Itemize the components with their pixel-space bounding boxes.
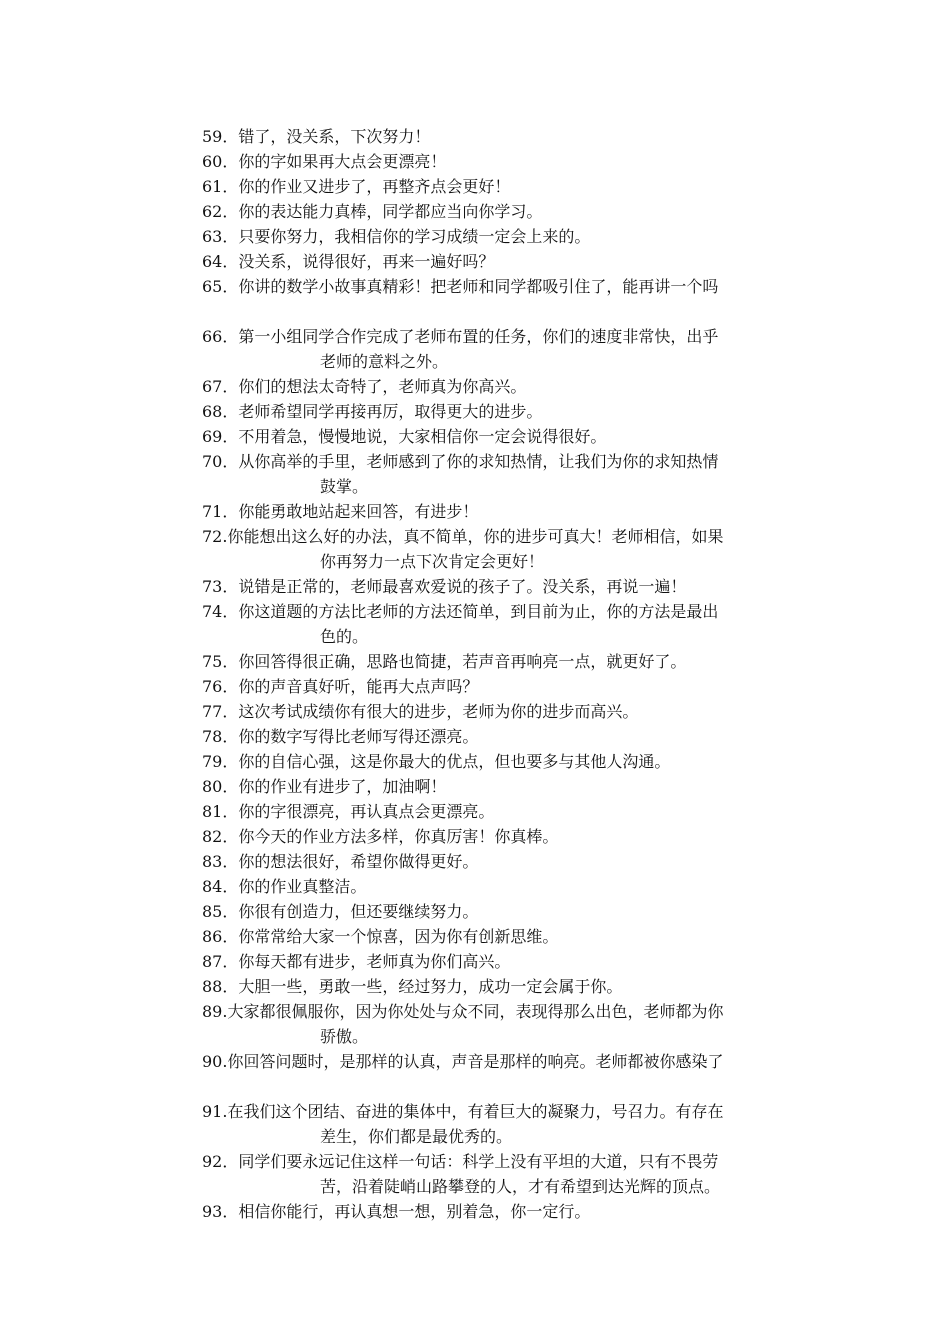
list-item-75 <box>202 649 810 674</box>
list-item-87 <box>202 949 810 974</box>
list-item-77 <box>202 699 810 724</box>
item-number: 88． <box>202 977 239 996</box>
list-item-63 <box>202 224 810 249</box>
item-number: 89. <box>202 1002 228 1021</box>
list-item-84 <box>202 874 810 899</box>
list-item-78 <box>202 724 810 749</box>
item-text: 从你高举的手里，老师感到了你的求知热情，让我们为你的求知热情 <box>238 452 719 471</box>
item-number: 83． <box>202 852 239 871</box>
item-text: 你的想法很好，希望你做得更好。 <box>238 852 479 871</box>
item-text-continuation: 你再努力一点下次肯定会更好！ <box>320 552 545 571</box>
list-item-67 <box>202 374 810 399</box>
item-number: 67． <box>202 377 239 396</box>
item-number: 84． <box>202 877 239 896</box>
list-item-89 <box>202 999 810 1049</box>
item-number: 69． <box>202 427 239 446</box>
item-number: 80． <box>202 777 239 796</box>
item-text: 这次考试成绩你有很大的进步，老师为你的进步而高兴。 <box>238 702 639 721</box>
list-item-62 <box>202 199 810 224</box>
item-number: 92． <box>202 1152 239 1171</box>
item-text-continuation: 苦，沿着陡峭山路攀登的人，才有希望到达光辉的顶点。 <box>320 1177 721 1196</box>
list-item-90 <box>202 1049 810 1074</box>
item-number: 73． <box>202 577 239 596</box>
item-text: 你的表达能力真棒，同学都应当向你学习。 <box>238 202 543 221</box>
item-text: 你回答得很正确，思路也简捷，若声音再响亮一点，就更好了。 <box>238 652 687 671</box>
item-text: 你能想出这么好的办法，真不简单，你的进步可真大！老师相信，如果 <box>227 527 724 546</box>
list-item-76 <box>202 674 810 699</box>
list-item-83 <box>202 849 810 874</box>
list-item-69 <box>202 424 810 449</box>
list-item-79 <box>202 749 810 774</box>
list-item-74 <box>202 599 810 649</box>
list-item-71 <box>202 499 810 524</box>
item-number: 78． <box>202 727 239 746</box>
item-text: 相信你能行，再认真想一想，别着急，你一定行。 <box>238 1202 591 1221</box>
item-text: 大胆一些，勇敢一些，经过努力，成功一定会属于你。 <box>238 977 623 996</box>
item-text: 同学们要永远记住这样一句话：科学上没有平坦的大道，只有不畏劳 <box>238 1152 719 1171</box>
item-text: 你讲的数学小故事真精彩！把老师和同学都吸引住了，能再讲一个吗 <box>238 277 719 296</box>
list-item-92 <box>202 1149 810 1199</box>
item-text-continuation: 鼓掌。 <box>320 477 369 496</box>
item-text: 没关系，说得很好，再来一遍好吗？ <box>238 252 495 271</box>
list-item-80 <box>202 774 810 799</box>
item-text: 只要你努力，我相信你的学习成绩一定会上来的。 <box>238 227 591 246</box>
item-text: 你这道题的方法比老师的方法还简单，到目前为止，你的方法是最出 <box>238 602 719 621</box>
item-text-continuation: 骄傲。 <box>320 1027 369 1046</box>
list-item-85 <box>202 899 810 924</box>
item-number: 86． <box>202 927 239 946</box>
item-number: 77． <box>202 702 239 721</box>
item-number: 63． <box>202 227 239 246</box>
item-text-continuation: 老师的意料之外。 <box>320 352 449 371</box>
item-number: 59． <box>202 127 239 146</box>
list-item-68 <box>202 399 810 424</box>
item-text: 你今天的作业方法多样，你真厉害！你真棒。 <box>238 827 559 846</box>
item-number: 61． <box>202 177 239 196</box>
item-text: 你的作业真整洁。 <box>238 877 367 896</box>
list-item-61 <box>202 174 810 199</box>
item-text: 在我们这个团结、奋进的集体中，有着巨大的凝聚力，号召力。有存在 <box>227 1102 724 1121</box>
item-text: 你们的想法太奇特了，老师真为你高兴。 <box>238 377 527 396</box>
item-number: 64． <box>202 252 239 271</box>
item-text: 你的自信心强，这是你最大的优点，但也要多与其他人沟通。 <box>238 752 671 771</box>
list-item-88 <box>202 974 810 999</box>
item-text: 你的字如果再大点会更漂亮！ <box>238 152 447 171</box>
list-item-60 <box>202 149 810 174</box>
item-text: 你回答问题时，是那样的认真，声音是那样的响亮。老师都被你感染了 <box>227 1052 724 1071</box>
list-item-72 <box>202 524 810 574</box>
item-text: 你常常给大家一个惊喜，因为你有创新思维。 <box>238 927 559 946</box>
item-text: 错了，没关系，下次努力！ <box>238 127 431 146</box>
list-item-70 <box>202 449 810 499</box>
item-number: 72. <box>202 527 228 546</box>
encouragement-list <box>202 124 810 1224</box>
item-number: 65． <box>202 277 239 296</box>
list-item-86 <box>202 924 810 949</box>
list-item-73 <box>202 574 810 599</box>
item-number: 81． <box>202 802 239 821</box>
item-text-continuation: 色的。 <box>320 627 369 646</box>
list-item-81 <box>202 799 810 824</box>
item-number: 74． <box>202 602 239 621</box>
item-number: 60． <box>202 152 239 171</box>
item-number: 62． <box>202 202 239 221</box>
item-text: 你能勇敢地站起来回答，有进步！ <box>238 502 479 521</box>
item-number: 70． <box>202 452 239 471</box>
item-text: 你的数字写得比老师写得还漂亮。 <box>238 727 479 746</box>
item-text: 不用着急，慢慢地说，大家相信你一定会说得很好。 <box>238 427 607 446</box>
item-text: 你的字很漂亮，再认真点会更漂亮。 <box>238 802 495 821</box>
item-number: 68． <box>202 402 239 421</box>
item-text: 说错是正常的，老师最喜欢爱说的孩子了。没关系，再说一遍！ <box>238 577 687 596</box>
item-number: 76． <box>202 677 239 696</box>
list-item-59 <box>202 124 810 149</box>
item-number: 87． <box>202 952 239 971</box>
item-text: 你的声音真好听，能再大点声吗？ <box>238 677 479 696</box>
item-number: 93． <box>202 1202 239 1221</box>
item-text: 大家都很佩服你，因为你处处与众不同，表现得那么出色，老师都为你 <box>227 1002 724 1021</box>
item-text-continuation: 差生，你们都是最优秀的。 <box>320 1127 513 1146</box>
list-item-82 <box>202 824 810 849</box>
item-number: 82． <box>202 827 239 846</box>
list-item-93 <box>202 1199 810 1224</box>
list-item-64 <box>202 249 810 274</box>
item-number: 85． <box>202 902 239 921</box>
item-number: 75． <box>202 652 239 671</box>
item-number: 90. <box>202 1052 228 1071</box>
item-number: 91. <box>202 1102 228 1121</box>
list-item-66 <box>202 324 810 374</box>
item-text: 你的作业有进步了，加油啊！ <box>238 777 447 796</box>
item-text: 老师希望同学再接再厉，取得更大的进步。 <box>238 402 543 421</box>
item-text: 第一小组同学合作完成了老师布置的任务，你们的速度非常快，出乎 <box>238 327 719 346</box>
list-item-65 <box>202 274 810 299</box>
item-number: 66． <box>202 327 239 346</box>
item-text: 你每天都有进步，老师真为你们高兴。 <box>238 952 511 971</box>
item-number: 71． <box>202 502 239 521</box>
item-text: 你的作业又进步了，再整齐点会更好！ <box>238 177 511 196</box>
list-item-91 <box>202 1099 810 1149</box>
item-text: 你很有创造力，但还要继续努力。 <box>238 902 479 921</box>
item-number: 79． <box>202 752 239 771</box>
